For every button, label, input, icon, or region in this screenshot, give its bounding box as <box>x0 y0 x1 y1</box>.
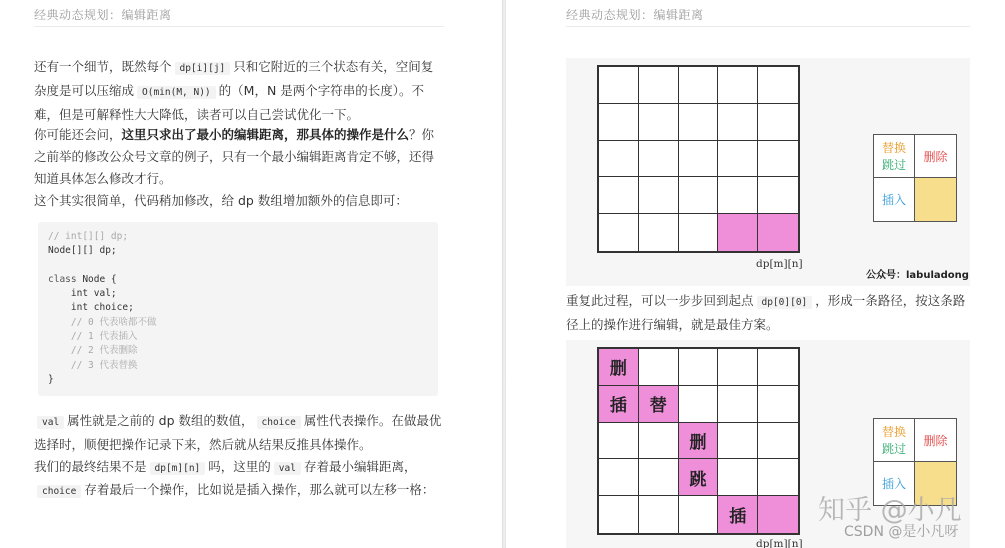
inline-code: val <box>37 416 64 429</box>
inline-code: choice <box>257 416 301 429</box>
grid-cell <box>758 349 798 386</box>
dp-mn-label: dp[m][n] <box>756 258 803 270</box>
inline-code: dp[m][n] <box>150 462 206 475</box>
paragraph-repeat: 重复此过程，可以一步步回到起点 dp[0][0] ，形成一条路径，按这条路径上的操作进行编辑，就是最佳方案。 <box>566 293 966 332</box>
header-rule <box>566 26 970 27</box>
inline-code: dp[i][j] <box>175 62 231 75</box>
grid-cell <box>639 349 679 386</box>
path-cell <box>718 214 758 251</box>
paragraph-intro-code: 这个其实很简单，代码稍加修改，给 dp 数组增加额外的信息即可： <box>34 193 408 208</box>
path-cell <box>758 496 798 533</box>
path-cell: 替 <box>639 386 679 423</box>
grid-cell <box>758 459 798 496</box>
grid-cell <box>679 177 719 214</box>
grid-cell <box>718 104 758 141</box>
path-cell: 删 <box>679 423 719 460</box>
zhihu-watermark: 知乎 @小凡 <box>818 495 962 526</box>
grid-cell <box>758 423 798 460</box>
legend-delete: 删除 <box>923 149 948 164</box>
grid-cell <box>599 177 639 214</box>
grid-cell <box>758 386 798 423</box>
dp-table-grid <box>597 65 800 253</box>
legend-delete-cell <box>915 135 956 178</box>
grid-cell <box>599 496 639 533</box>
bold-question: 这里只求出了最小的编辑距离，那具体的操作是什么 <box>121 127 410 142</box>
grid-cell <box>639 423 679 460</box>
csdn-watermark: CSDN @是小凡呀 <box>844 524 959 540</box>
path-cell: 插 <box>599 386 639 423</box>
grid-cell <box>679 386 719 423</box>
path-cell: 插 <box>718 496 758 533</box>
figure-caption: 公众号：labuladong <box>866 270 969 281</box>
grid-cell <box>599 104 639 141</box>
legend-delete-cell <box>915 419 956 462</box>
grid-cell <box>718 67 758 104</box>
inline-code: val <box>274 462 301 475</box>
grid-cell <box>718 459 758 496</box>
grid-cell <box>639 104 679 141</box>
legend-insert: 插入 <box>881 477 906 491</box>
inline-code: choice <box>37 485 81 498</box>
grid-cell <box>599 67 639 104</box>
grid-cell <box>758 177 798 214</box>
grid-cell <box>599 141 639 178</box>
grid-cell <box>639 177 679 214</box>
legend-replace-skip <box>874 135 915 178</box>
grid-cell <box>639 141 679 178</box>
paragraph-final-result: 我们的最终结果不是 dp[m][n] 吗，这里的 val 存着最小编辑距离，choice 存着最后一个操作，比如说是插入操作，那么就可以左移一格： <box>34 459 435 497</box>
grid-cell <box>679 496 719 533</box>
legend-insert-cell <box>874 178 915 221</box>
inline-code: dp[0][0] <box>757 296 813 309</box>
grid-cell <box>639 459 679 496</box>
right-page <box>506 0 1005 548</box>
path-cell: 跳 <box>679 459 719 496</box>
paragraph-question: 你可能还会问，这里只求出了最小的编辑距离，那具体的操作是什么？你之前举的修改公众号文章的例子，只有一个最小编辑距离肯定不够，还得知道具体怎么修改才行。 <box>34 127 435 186</box>
legend-replace: 替换 <box>881 141 906 155</box>
grid-cell <box>639 214 679 251</box>
grid-cell <box>758 141 798 178</box>
grid-cell <box>679 214 719 251</box>
running-header: 经典动态规划：编辑距离 <box>34 8 172 22</box>
running-header: 经典动态规划：编辑距离 <box>566 8 704 22</box>
dp-path-grid <box>597 347 800 535</box>
grid-cell <box>718 141 758 178</box>
grid-cell <box>639 496 679 533</box>
legend-replace-skip <box>874 419 915 462</box>
grid-cell <box>679 349 719 386</box>
grid-cell <box>718 423 758 460</box>
grid-cell <box>679 141 719 178</box>
grid-cell <box>718 386 758 423</box>
legend-replace: 替换 <box>881 425 906 439</box>
grid-cell <box>639 67 679 104</box>
grid-cell <box>758 104 798 141</box>
paragraph-val-choice: val 属性就是之前的 dp 数组的数值， choice 属性代表操作。在做最优选择时，顺便把操作记录下来，然后就从结果反推具体操作。 <box>34 413 442 452</box>
code-block: // int[][] dp; Node[][] dp; class Node { int val; int choice; // 0 代表啥都不做 // 1 代表插入 // 2 代表删除 // 3 代表替换 } <box>38 222 438 396</box>
grid-cell <box>679 104 719 141</box>
left-page <box>0 0 502 548</box>
grid-cell <box>718 177 758 214</box>
path-cell: 删 <box>599 349 639 386</box>
legend-skip: 跳过 <box>881 442 906 456</box>
legend-delete: 删除 <box>923 433 948 448</box>
legend-skip: 跳过 <box>881 158 906 172</box>
header-rule <box>34 26 444 27</box>
grid-cell <box>599 459 639 496</box>
grid-cell <box>718 349 758 386</box>
legend-current-cell <box>915 178 956 221</box>
paragraph-space-optimization: 还有一个细节，既然每个 dp[i][j] 只和它附近的三个状态有关，空间复杂度是可以压缩成 O(min(M, N)) 的（M，N 是两个字符串的长度）。不难，但是可解释性大大降低，读者可以自己尝试优化一下。 <box>34 59 434 122</box>
grid-cell <box>599 423 639 460</box>
operation-legend <box>873 134 957 222</box>
legend-insert: 插入 <box>881 193 906 207</box>
grid-cell <box>679 67 719 104</box>
grid-cell <box>758 67 798 104</box>
inline-code: O(min(M, N)) <box>137 86 216 99</box>
dp-mn-label: dp[m][n] <box>756 538 803 548</box>
grid-cell <box>599 214 639 251</box>
path-cell <box>758 214 798 251</box>
